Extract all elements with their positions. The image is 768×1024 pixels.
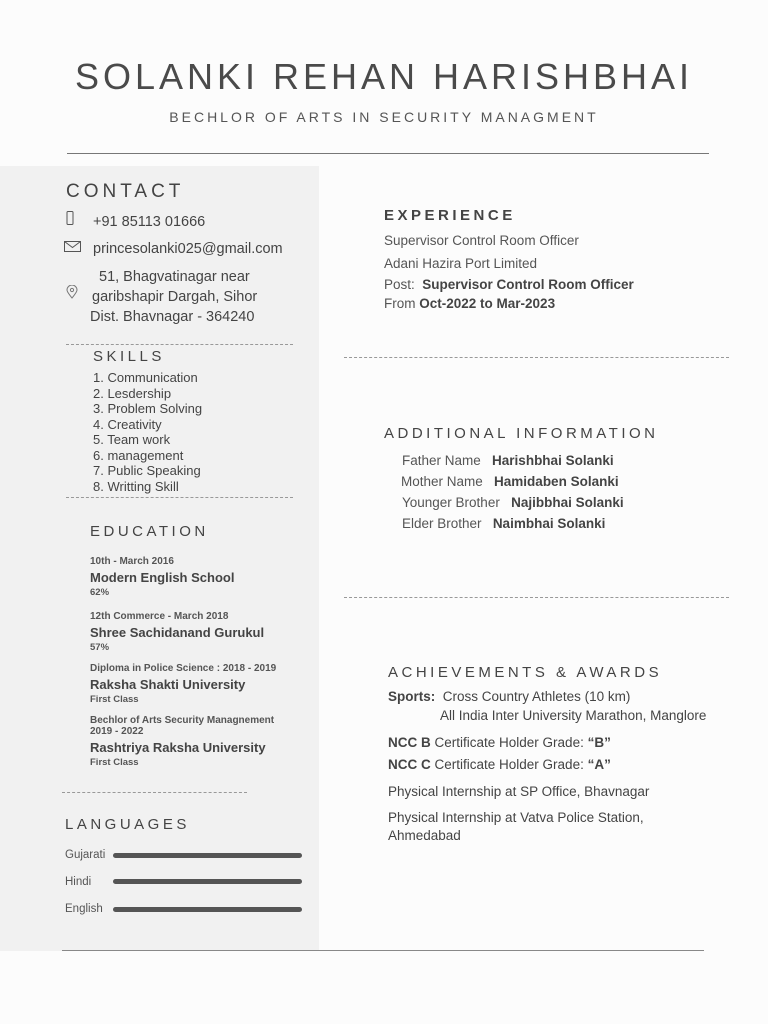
ncc-c-line xyxy=(388,757,611,772)
ncc-b-line xyxy=(388,735,611,750)
resume-name: SOLANKI REHAN HARISHBHAI xyxy=(74,56,694,97)
education-date: 10th - March 2016 xyxy=(90,556,174,567)
language-level-bar xyxy=(113,907,302,912)
ncc-c-grade: “A” xyxy=(587,757,611,772)
info-row xyxy=(402,516,605,531)
contact-heading: CONTACT xyxy=(66,181,185,202)
education-institution: Rashtriya Raksha University xyxy=(90,740,266,755)
sidebar-divider xyxy=(66,497,293,498)
from-label: From xyxy=(384,296,416,311)
internship-2-line-1: Physical Internship at Vatva Police Station, xyxy=(388,810,644,825)
experience-post xyxy=(384,277,634,292)
experience-role: Supervisor Control Room Officer xyxy=(384,233,579,248)
education-institution: Shree Sachidanand Gurukul xyxy=(90,625,265,640)
ncc-b-label: NCC B xyxy=(388,735,431,750)
education-result: 62% xyxy=(90,587,110,598)
post-label: Post: xyxy=(384,277,415,292)
section-divider xyxy=(344,357,729,358)
post-value: Supervisor Control Room Officer xyxy=(422,277,634,292)
internship-2-line-2: Ahmedabad xyxy=(388,828,461,843)
education-date-range: 2019 - 2022 xyxy=(90,726,144,737)
from-value: Oct-2022 to Mar-2023 xyxy=(419,296,556,311)
mail-icon xyxy=(64,240,82,254)
languages-heading: LANGUAGES xyxy=(65,816,190,833)
info-row xyxy=(402,495,624,510)
info-label: Father Name xyxy=(402,453,481,468)
education-heading: EDUCATION xyxy=(90,523,209,540)
education-entry xyxy=(90,663,315,705)
sidebar-divider xyxy=(62,792,247,793)
language-level-bar xyxy=(113,853,302,858)
resume-subtitle: BECHLOR OF ARTS IN SECURITY MANAGMENT xyxy=(169,109,599,125)
list-item: 8. Writting Skill xyxy=(93,478,179,494)
list-item: 5. Team work xyxy=(93,432,171,447)
bottom-divider xyxy=(62,950,704,951)
experience-heading: EXPERIENCE xyxy=(384,207,516,224)
contact-email[interactable]: princesolanki025@gmail.com xyxy=(93,241,283,257)
education-institution: Modern English School xyxy=(90,570,235,585)
info-label: Elder Brother xyxy=(402,516,482,531)
sports-line-2: All India Inter University Marathon, Manglore xyxy=(440,708,707,723)
sports-line xyxy=(388,689,630,704)
address-line-2: garibshapir Dargah, Sihor xyxy=(92,289,258,305)
info-label: Younger Brother xyxy=(402,495,500,510)
ncc-c-label: NCC C xyxy=(388,757,431,772)
phone-icon xyxy=(64,211,78,225)
list-item: 4. Creativity xyxy=(93,416,162,432)
ncc-c-text: Certificate Holder Grade: xyxy=(434,757,584,772)
sports-text: Cross Country Athletes (10 km) xyxy=(442,689,631,704)
education-date: 12th Commerce - March 2018 xyxy=(90,611,229,622)
internship-1: Physical Internship at SP Office, Bhavnagar xyxy=(388,784,650,799)
section-divider xyxy=(344,597,729,598)
info-value: Hamidaben Solanki xyxy=(494,474,619,489)
language-label: English xyxy=(65,903,103,915)
experience-dates xyxy=(384,296,555,311)
skills-heading: SKILLS xyxy=(93,348,165,365)
location-pin-icon xyxy=(65,285,79,299)
info-label: Mother Name xyxy=(401,474,483,489)
info-row xyxy=(402,453,614,468)
info-value: Naimbhai Solanki xyxy=(492,516,606,531)
language-level-bar xyxy=(113,879,302,884)
education-result: First Class xyxy=(90,694,139,705)
ncc-b-grade: “B” xyxy=(587,735,611,750)
education-entry xyxy=(90,556,310,598)
list-item: 2. Lesdership xyxy=(93,385,172,401)
achievements-heading: ACHIEVEMENTS & AWARDS xyxy=(388,664,663,681)
list-item: 6. management xyxy=(93,447,184,463)
info-value: Harishbhai Solanki xyxy=(492,453,614,468)
contact-phone: +91 85113 01666 xyxy=(93,214,206,230)
language-label: Gujarati xyxy=(65,849,106,861)
language-label: Hindi xyxy=(65,876,92,888)
education-result: First Class xyxy=(90,757,139,768)
sports-label: Sports: xyxy=(388,689,436,704)
address-line-1: 51, Bhagvatinagar near xyxy=(99,269,250,285)
list-item: 3. Problem Solving xyxy=(93,401,203,416)
education-entry xyxy=(90,611,310,653)
list-item: 7. Public Speaking xyxy=(93,463,201,478)
skills-list xyxy=(93,370,202,494)
address-line-3: Dist. Bhavnagar - 364240 xyxy=(90,309,255,325)
education-date: Bechlor of Arts Security Managnement xyxy=(90,715,275,726)
education-date: Diploma in Police Science : 2018 - 2019 xyxy=(90,663,277,674)
education-institution: Raksha Shakti University xyxy=(90,677,246,692)
education-entry xyxy=(90,715,315,768)
additional-heading: ADDITIONAL INFORMATION xyxy=(384,425,659,442)
info-value: Najibbhai Solanki xyxy=(511,495,624,510)
experience-company: Adani Hazira Port Limited xyxy=(384,256,538,271)
info-row xyxy=(401,474,619,489)
top-divider xyxy=(67,153,709,154)
ncc-b-text: Certificate Holder Grade: xyxy=(434,735,584,750)
sidebar-divider xyxy=(66,344,293,345)
list-item: 1. Communication xyxy=(93,370,198,385)
education-result: 57% xyxy=(90,642,110,653)
